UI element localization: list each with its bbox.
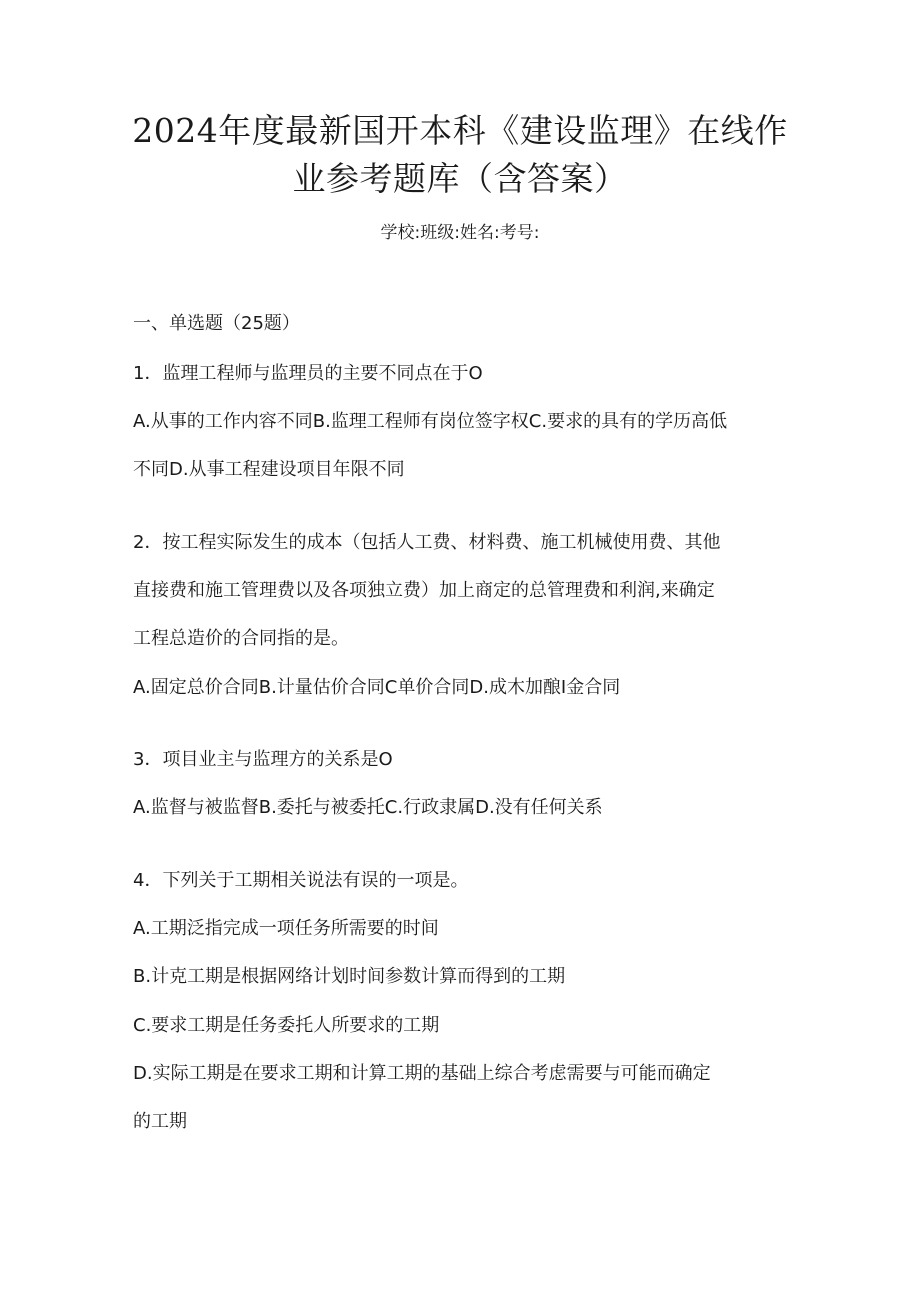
question-4-option-c: C.要求工期是任务委托人所要求的工期 [133,1015,440,1036]
question-4-option-a: A.工期泛指完成一项任务所需要的时间 [133,918,439,939]
question-3-options: A.监督与被监督B.委托与被委托C.行政隶属D.没有任何关系 [133,797,603,818]
question-3-stem: 3．项目业主与监理方的关系是O [133,749,393,770]
question-1-stem: 1．监理工程师与监理员的主要不同点在于O [133,363,483,384]
question-2-stem-line-2: 直接费和施工管理费以及各项独立费）加上商定的总管理费和利润,来确定 [133,580,715,601]
question-1-options-line-1: A.从事的工作内容不同B.监理工程师有岗位签字权C.要求的具有的学历高低 [133,411,728,432]
section-heading: 一、单选题（25题） [133,313,300,334]
question-4-stem: 4．下列关于工期相关说法有误的一项是。 [133,870,469,891]
document-title-line-1: 2024年度最新国开本科《建设监理》在线作 [132,111,788,150]
question-2-stem-line-1: 2．按工程实际发生的成本（包括人工费、材料费、施工机械使用费、其他 [133,532,721,553]
question-4-option-d-line-1: D.实际工期是在要求工期和计算工期的基础上综合考虑需要与可能而确定 [133,1063,711,1084]
document-title-line-2: 业参考题库（含答案） [292,159,628,198]
question-4-option-b: B.计克工期是根据网络计划时间参数计算而得到的工期 [133,966,566,987]
question-4-option-d-line-2: 的工期 [133,1111,187,1132]
student-info-line: 学校:班级:姓名:考号: [380,223,540,243]
question-1-options-line-2: 不同D.从事工程建设项目年限不同 [133,459,405,480]
question-2-stem-line-3: 工程总造价的合同指的是。 [133,628,349,649]
question-2-options: A.固定总价合同B.计量估价合同C单价合同D.成木加酿I金合同 [133,677,621,698]
